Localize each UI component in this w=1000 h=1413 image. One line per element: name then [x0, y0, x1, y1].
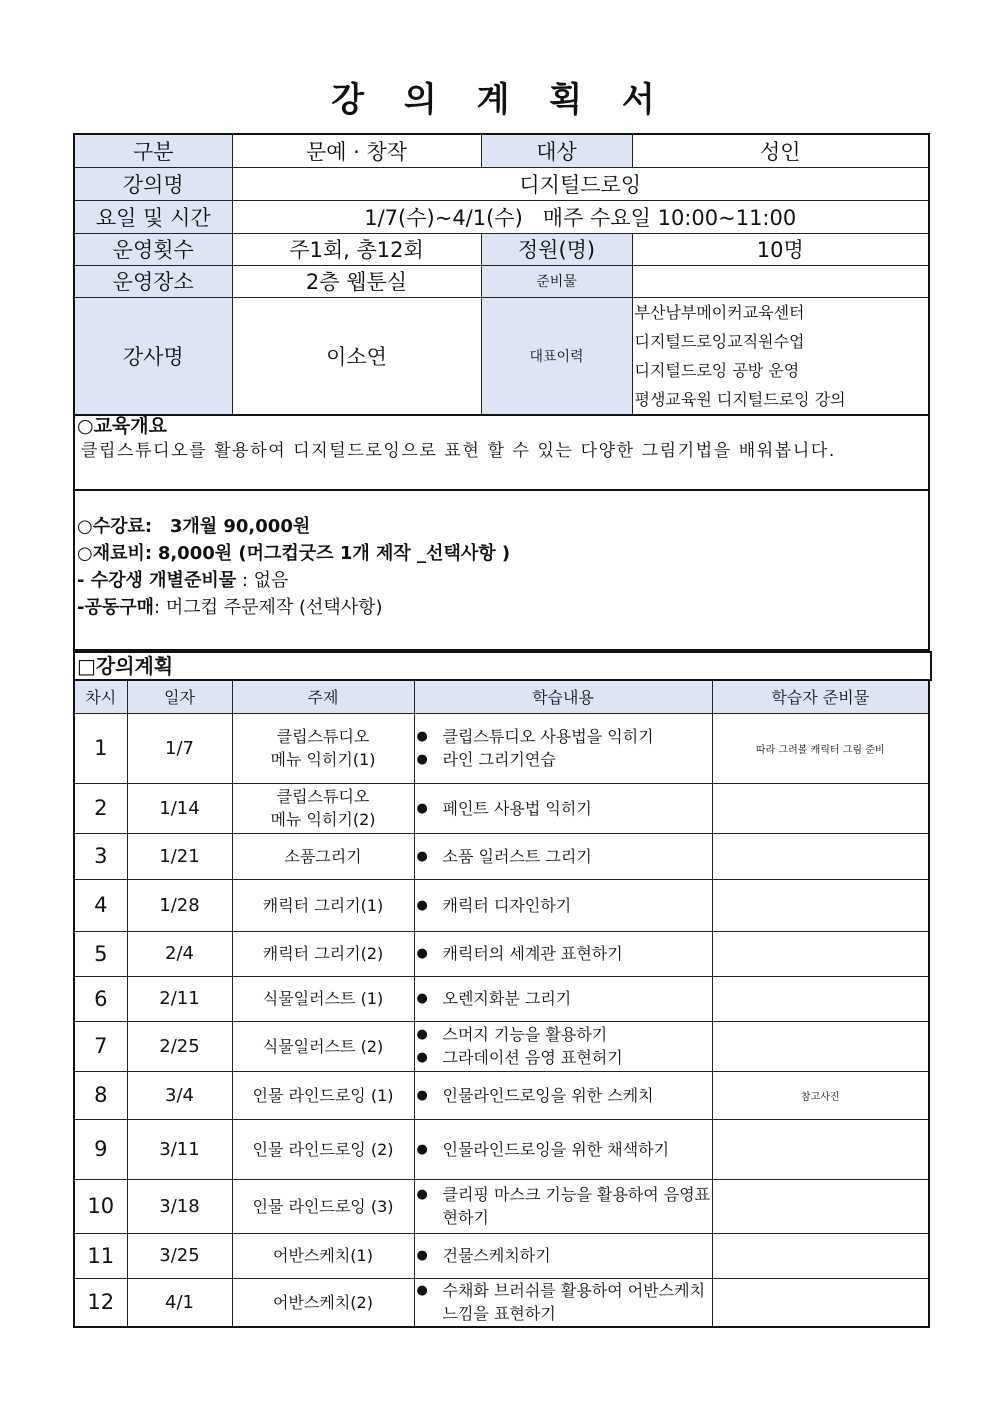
overview-section: [73, 409, 930, 491]
group-purchase-label: -공동구매: [77, 597, 155, 618]
table-row: [74, 931, 929, 976]
topic-line: 메뉴 익히기(2): [270, 810, 376, 829]
group-purchase-line: [77, 594, 928, 621]
bullet-icon: ●: [416, 991, 428, 1006]
content-text: 그라데이션 음영 표현허기: [442, 1048, 623, 1067]
table-row: [74, 783, 929, 833]
session-date: 2/11: [127, 976, 232, 1021]
overview-text: 클립스튜디오를 활용하여 디지털드로잉으로 표현 할 수 있는 다양한 그림기법을 배워봅니다.: [81, 441, 836, 461]
session-materials: [712, 1233, 929, 1278]
topic-line: 소품그리기: [284, 846, 362, 866]
session-materials: 참고사진: [712, 1071, 929, 1119]
session-content: [414, 931, 712, 976]
group-purchase-value: : 머그컵 주문제작 (선택사항): [154, 597, 383, 618]
content-item: [417, 1183, 712, 1229]
session-date: 1/21: [127, 833, 232, 879]
content-item: [417, 1244, 712, 1267]
session-topic: [232, 783, 414, 833]
bullet-icon: ●: [416, 1050, 428, 1065]
career-item: 평생교육원 디지털드로잉 강의: [634, 389, 846, 409]
session-date: 3/18: [127, 1179, 232, 1233]
course-info-table: [73, 133, 930, 416]
instructor-value: 이소연: [232, 297, 481, 415]
schedule-value: 1/7(수)~4/1(수) 매주 수요일 10:00~11:00: [232, 200, 929, 233]
content-text: 클립스튜디오 사용법을 익히기: [442, 727, 654, 746]
session-materials: [712, 879, 929, 931]
table-row: [74, 1021, 929, 1071]
target-value: 성인: [632, 134, 929, 167]
career-item: 부산남부메이커교육센터: [634, 302, 805, 322]
session-content: [414, 713, 712, 783]
overview-heading: ○교육개요: [77, 415, 167, 437]
topic-line: 클립스튜디오: [276, 787, 370, 806]
schedule-table: [73, 679, 930, 1328]
bullet-icon: ●: [416, 1187, 428, 1202]
session-number: 2: [74, 783, 127, 833]
topic-line: 메뉴 익히기(1): [270, 750, 376, 769]
session-topic: [232, 1119, 414, 1179]
course-name-value: 디지털드로잉: [232, 167, 929, 200]
bullet-icon: ●: [416, 1027, 428, 1042]
session-date: 3/4: [127, 1071, 232, 1119]
topic-line: 어반스케치(1): [273, 1246, 373, 1265]
content-text: 오렌지화분 그리기: [442, 989, 572, 1008]
topic-line: 어반스케치(2): [273, 1292, 373, 1312]
session-number: 4: [74, 879, 127, 931]
session-date: 2/4: [127, 931, 232, 976]
session-date: 3/25: [127, 1233, 232, 1278]
session-materials: [712, 976, 929, 1021]
tuition-value: 3개월 90,000원: [169, 516, 311, 537]
content-text: 캐릭터 디자인하기: [442, 895, 572, 915]
session-content: [414, 1179, 712, 1233]
content-text: 스머지 기능을 활용하기: [442, 1025, 608, 1044]
session-content: [414, 1233, 712, 1278]
individual-materials-line: [77, 567, 928, 594]
individual-materials-value: : 없음: [241, 570, 289, 591]
session-topic: [232, 713, 414, 783]
tuition-line: [77, 513, 928, 540]
session-topic: [232, 931, 414, 976]
table-row: [74, 976, 929, 1021]
topic-line: 인물 라인드로잉 (2): [252, 1139, 394, 1159]
material-fee-label: ○재료비:: [77, 543, 153, 564]
session-date: 1/28: [127, 879, 232, 931]
table-row: [74, 1179, 929, 1233]
bullet-icon: ●: [416, 1141, 428, 1157]
materials-value: [632, 265, 929, 297]
topic-line: 클립스튜디오: [276, 727, 370, 746]
session-number: 11: [74, 1233, 127, 1278]
career-list: [632, 297, 929, 415]
career-item: 디지털드로잉 공방 운영: [634, 360, 800, 380]
session-content: [414, 1278, 712, 1327]
sessions-value: 주1회, 총12회: [232, 233, 481, 265]
content-text: 인물라인드로잉을 위한 스케치: [442, 1085, 654, 1105]
topic-line: 캐릭터 그리기(2): [262, 944, 384, 963]
content-text: 캐릭터의 세계관 표현하기: [442, 944, 623, 963]
content-item: [417, 748, 712, 771]
table-row: [74, 879, 929, 931]
session-number: 5: [74, 931, 127, 976]
session-topic: [232, 1278, 414, 1327]
session-date: 3/11: [127, 1119, 232, 1179]
content-text: 페인트 사용법 익히기: [442, 798, 592, 818]
topic-line: 인물 라인드로잉 (1): [252, 1085, 394, 1105]
content-item: [417, 1023, 712, 1046]
sessions-label: 운영횟수: [74, 233, 232, 265]
session-topic: [232, 1021, 414, 1071]
materials-label: 준비물: [481, 265, 632, 297]
session-content: [414, 879, 712, 931]
material-fee-value: 8,000원 (머그컵굿즈 1개 제작 _선택사항 ): [157, 543, 511, 564]
content-item: [417, 725, 712, 748]
session-materials: [712, 783, 929, 833]
content-item: [417, 1138, 712, 1161]
location-value: 2층 웹툰실: [232, 265, 481, 297]
session-content: [414, 1021, 712, 1071]
content-item: [417, 1084, 712, 1107]
session-topic: [232, 833, 414, 879]
session-date: 4/1: [127, 1278, 232, 1327]
session-materials: [712, 1119, 929, 1179]
table-row: [74, 713, 929, 783]
content-item: [417, 894, 712, 917]
bullet-icon: ●: [416, 946, 428, 961]
topic-line: 캐릭터 그리기(1): [262, 895, 384, 915]
session-content: [414, 1071, 712, 1119]
session-materials: [712, 1021, 929, 1071]
bullet-icon: ●: [416, 729, 428, 744]
content-text: 라인 그리기연습: [442, 750, 556, 769]
fees-section: [73, 491, 930, 651]
plan-heading: □강의계획: [73, 651, 932, 681]
table-row: [74, 1119, 929, 1179]
individual-materials-label: - 수강생 개별준비물: [77, 570, 237, 591]
content-item: [417, 1279, 712, 1325]
content-text: 수채화 브러쉬를 활용하여 어반스케치 느낌을 표현하기: [442, 1281, 706, 1324]
content-item: [417, 845, 712, 868]
career-item: 디지털드로잉교직원수업: [634, 331, 805, 351]
content-text: 건물스케치하기: [442, 1246, 551, 1265]
content-text: 인물라인드로잉을 위한 채색하기: [442, 1139, 670, 1159]
session-date: 2/25: [127, 1021, 232, 1071]
bullet-icon: ●: [416, 897, 428, 913]
session-date: 1/14: [127, 783, 232, 833]
material-fee-line: [77, 540, 928, 567]
table-row: [74, 1071, 929, 1119]
col-header-topic: 주제: [232, 680, 414, 713]
topic-line: 식물일러스트 (2): [262, 1036, 384, 1056]
session-number: 8: [74, 1071, 127, 1119]
category-label: 구분: [74, 134, 232, 167]
bullet-icon: ●: [416, 1283, 428, 1299]
session-number: 12: [74, 1278, 127, 1327]
session-topic: [232, 1179, 414, 1233]
bullet-icon: ●: [416, 752, 428, 767]
content-item: [417, 942, 712, 965]
schedule-header-row: [74, 680, 929, 713]
category-value: 문예 · 창작: [232, 134, 481, 167]
session-topic: [232, 879, 414, 931]
content-item: [417, 1046, 712, 1069]
session-number: 1: [74, 713, 127, 783]
col-header-content: 학습내용: [414, 680, 712, 713]
session-content: [414, 833, 712, 879]
session-content: [414, 783, 712, 833]
table-row: [74, 833, 929, 879]
session-number: 10: [74, 1179, 127, 1233]
session-materials: [712, 1179, 929, 1233]
session-topic: [232, 1233, 414, 1278]
table-row: [74, 1233, 929, 1278]
session-number: 3: [74, 833, 127, 879]
bullet-icon: ●: [416, 1087, 428, 1103]
session-number: 9: [74, 1119, 127, 1179]
target-label: 대상: [481, 134, 632, 167]
content-text: 소품 일러스트 그리기: [442, 846, 592, 866]
session-date: 1/7: [127, 713, 232, 783]
page-title: 강 의 계 획 서: [331, 80, 669, 120]
content-item: [417, 797, 712, 820]
topic-line: 식물일러스트 (1): [262, 989, 384, 1008]
session-materials: [712, 1278, 929, 1327]
session-materials: [712, 931, 929, 976]
table-row: [74, 1278, 929, 1327]
bullet-icon: ●: [416, 848, 428, 864]
col-header-date: 일자: [127, 680, 232, 713]
col-header-session: 차시: [74, 680, 127, 713]
bullet-icon: ●: [416, 800, 428, 816]
session-content: [414, 976, 712, 1021]
career-label: 대표이력: [481, 297, 632, 415]
session-materials: [712, 833, 929, 879]
session-number: 6: [74, 976, 127, 1021]
session-content: [414, 1119, 712, 1179]
content-text: 클리핑 마스크 기능을 활용하여 음영표현하기: [442, 1185, 711, 1227]
capacity-value: 10명: [632, 233, 929, 265]
course-name-label: 강의명: [74, 167, 232, 200]
session-topic: [232, 976, 414, 1021]
location-label: 운영장소: [74, 265, 232, 297]
bullet-icon: ●: [416, 1248, 428, 1263]
session-topic: [232, 1071, 414, 1119]
schedule-label: 요일 및 시간: [74, 200, 232, 233]
capacity-label: 정원(명): [481, 233, 632, 265]
instructor-label: 강사명: [74, 297, 232, 415]
topic-line: 인물 라인드로잉 (3): [252, 1196, 394, 1216]
content-item: [417, 987, 712, 1010]
session-number: 7: [74, 1021, 127, 1071]
session-materials: 따라 그려볼 캐릭터 그림 준비: [712, 713, 929, 783]
col-header-materials: 학습자 준비물: [712, 680, 929, 713]
tuition-label: ○수강료:: [77, 516, 153, 537]
